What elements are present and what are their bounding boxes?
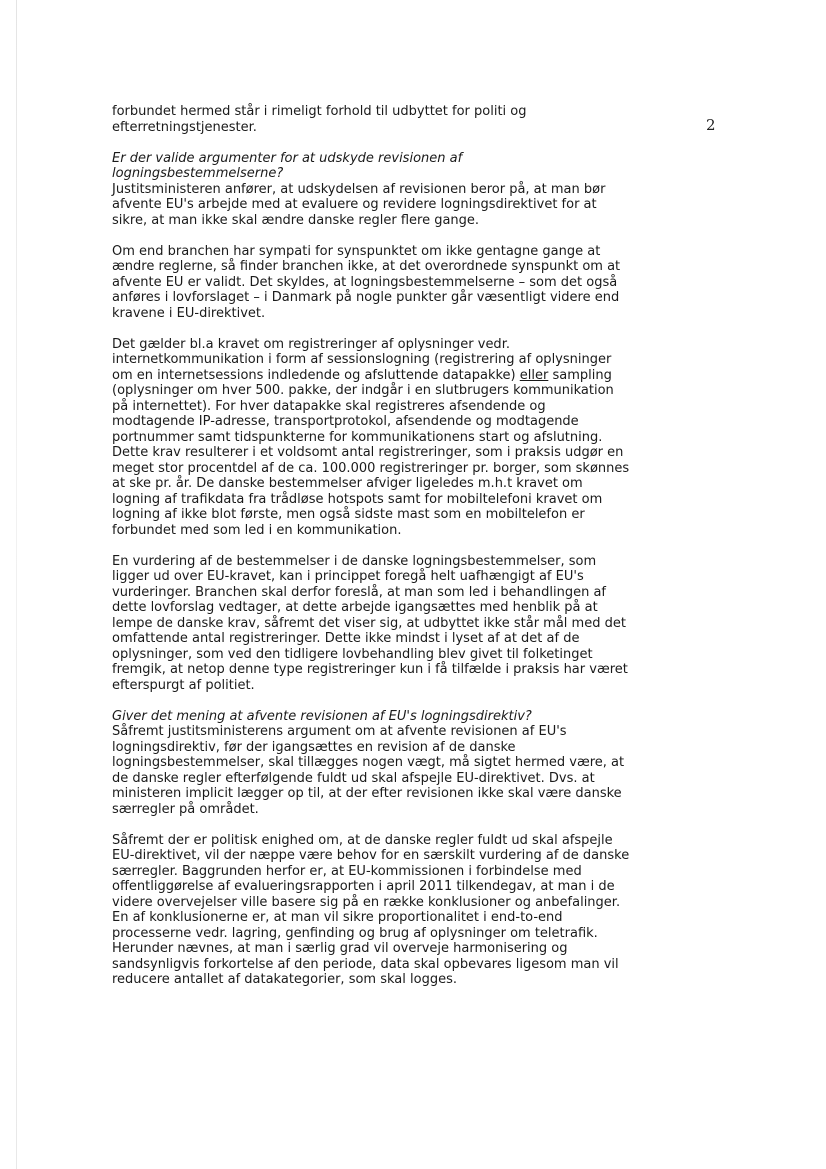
page-number: 2 (706, 116, 716, 134)
paragraph-session-logging (112, 337, 632, 539)
paragraph-branch-sympathy: Om end branchen har sympati for synspunktet om ikke gentagne gange at ændre reglerne, så finder branchen ikke, at det overordnede synspunkt om at afvente EU er validt. Det skyldes, at logningsbestemmelserne – som det også anføres i lovforslaget – i Danmark på nogle punkter går væsentligt videre end kravene i EU-direktivet. (112, 243, 621, 321)
section-valid-arguments (112, 151, 632, 229)
paragraph-intro: forbundet hermed står i rimeligt forhold til udbyttet for politi og efterretningstjenester. (112, 104, 527, 135)
scan-page-edge (16, 0, 17, 1169)
underlined-word-eller: eller (519, 367, 549, 383)
paragraph-minister-implicit: Såfremt justitsministerens argument om at afvente revisionen af EU's logningsdirektiv, før der igangsættes en revision af de danske logningsbestemmelser, skal tillægges nogen vægt, må sigtet hermed være, at de danske regler efterfølgende fuldt ud skal afspejle EU-direktivet. Dvs. at ministeren implicit lægger op til, at der efter revisionen ikke skal være danske særregler på området. (112, 724, 625, 817)
paragraph-minister-argument: Justitsministeren anfører, at udskydelsen af revisionen beror på, at man bør afvente EU's arbejde med at evaluere og revidere logningsdirektivet for at sikre, at man ikke skal ændre danske regler flere gange. (112, 181, 606, 228)
section-meaning (112, 709, 632, 818)
document-body (112, 104, 632, 1003)
paragraph-political-agreement: Såfremt der er politisk enighed om, at de danske regler fuldt ud skal afspejle EU-direktivet, vil der næppe være behov for en særskilt vurdering af de danske særregler. Baggrunden herfor er, at EU-kommissionen i forbindelse med offentliggørelse af evalueringsrapporten i april 2011 tilkendegav, at man i de videre overvejelser ville basere sig på en række konklusioner og anbefalinger. En af konklusionerne er, at man vil sikre proportionalitet i end-to-end processerne vedr. lagring, genfinding og brug af oplysninger om teletrafik. Herunder nævnes, at man i særlig grad vil overveje harmonisering og sandsynligvis forkortelse af den periode, data skal opbevares ligesom man vil reducere antallet af datakategorier, som skal logges. (112, 832, 630, 987)
section-heading-valid-arguments: Er der valide argumenter for at udskyde revisionen af logningsbestemmelserne? (112, 150, 463, 181)
session-logging-text-b: sampling (oplysninger om hver 500. pakke, der indgår i en slutbrugers kommunikation på internettet). For hver datapakke skal registreres afsendende og modtagende IP-adresse, transportprotokol, afsendende og modtagende portnummer samt tidspunkterne for kommunikationens start og afslutning. Dette krav resulterer i et voldsomt antal registreringer, som i praksis udgør en meget stor procentdel af de ca. 100.000 registreringer pr. borger, som skønnes at ske pr. år. De danske bestemmelser afviger ligeledes m.h.t kravet om logning af trafikdata fra trådløse hotspots samt for mobiltelefoni kravet om logning af ikke blot første, men også sidste mast som en mobiltelefon er forbundet med som led i en kommunikation. (112, 367, 630, 538)
session-logging-text-a: Det gælder bl.a kravet om registreringer af oplysninger vedr. internetkommunikation i form af sessionslogning (registrering af oplysninger om en internetsessions indledende og afsluttende datapakke) (112, 336, 612, 383)
paragraph-assessment: En vurdering af de bestemmelser i de danske logningsbestemmelser, som ligger ud over EU-kravet, kan i princippet foregå helt uafhængigt af EU's vurderinger. Branchen skal derfor foreslå, at man som led i behandlingen af dette lovforslag vedtager, at dette arbejde igangsættes med henblik på at lempe de danske krav, såfremt det viser sig, at udbyttet ikke står mål med det omfattende antal registreringer. Dette ikke mindst i lyset af at det af de oplysninger, som ved den tidligere lovbehandling blev givet til folketinget fremgik, at netop denne type registreringer kun i få tilfælde i praksis har været efterspurgt af politiet. (112, 553, 628, 693)
section-heading-meaning: Giver det mening at afvente revisionen af EU's logningsdirektiv? (112, 708, 532, 724)
